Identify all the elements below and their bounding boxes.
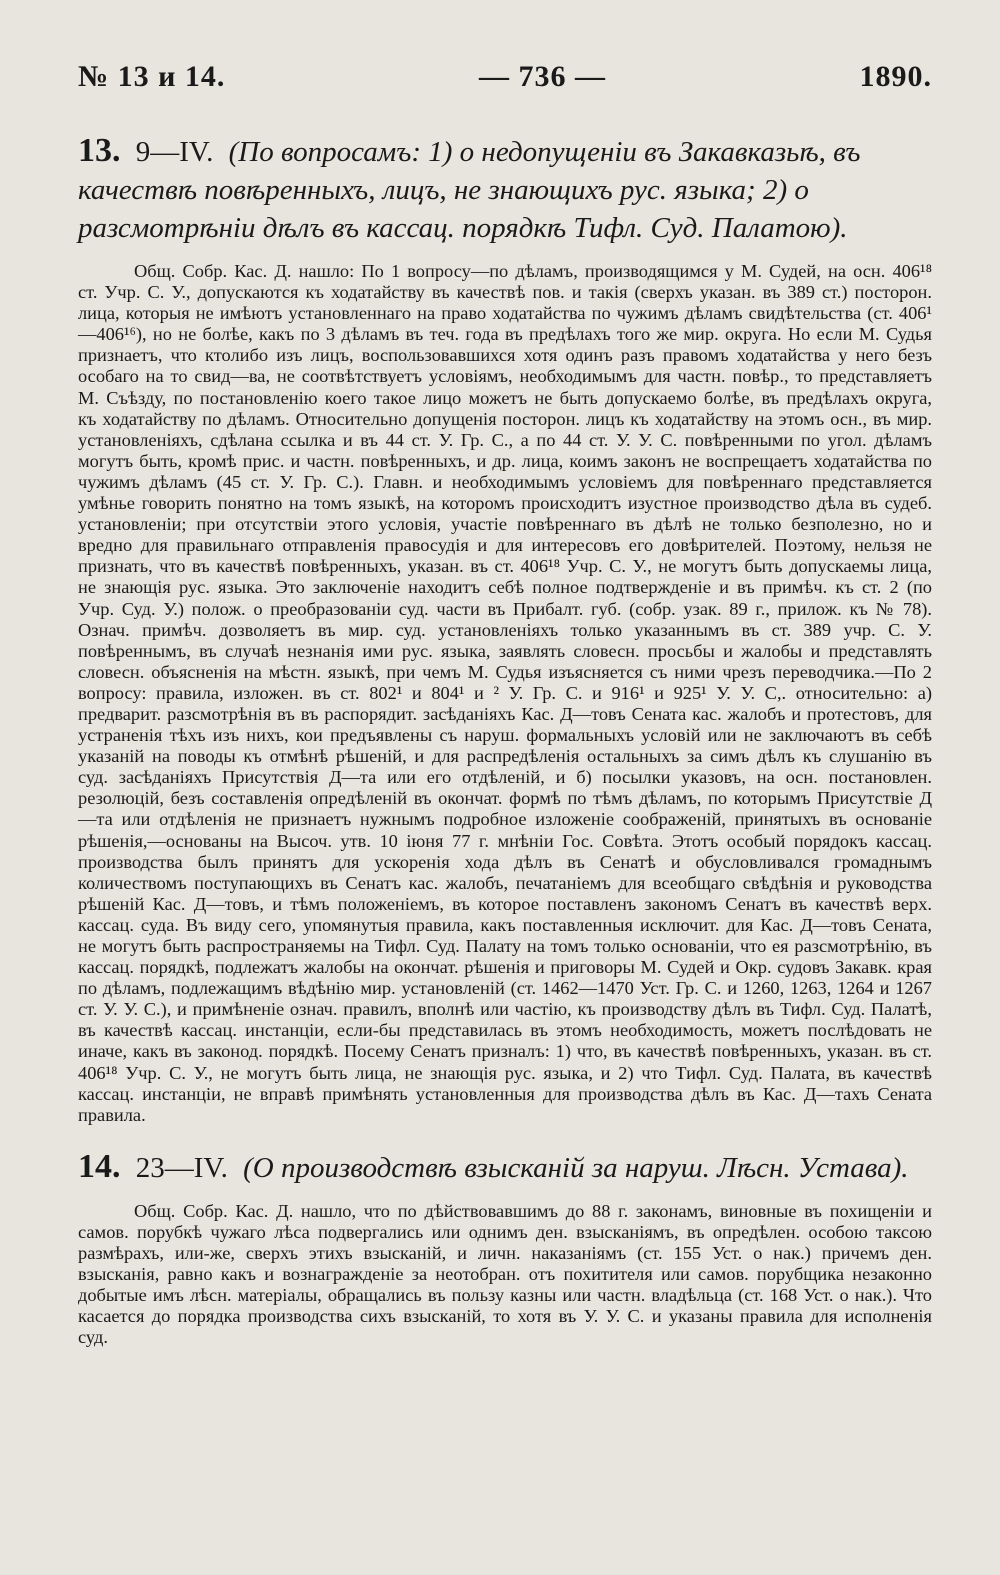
entry-date: 23—IV. — [135, 1151, 228, 1184]
entry-body: Общ. Собр. Кас. Д. нашло, что по дѣйствовавшимъ до 88 г. законамъ, виновные въ похищеніи и самов. порубкѣ чужаго лѣса подвергались или однимъ ден. взысканіямъ, въ опредѣлен. особою таксою размѣрахъ, или-же, сверхъ этихъ взысканій, и личн. наказаніямъ (ст. 155 Уст. о нак.) причемъ ден. взысканія, равно какъ и вознагражденіе за неотобран. отъ похитителя или самов. порубщика незаконно добытые имъ лѣсн. матеріалы, обращались въ пользу казны или частн. владѣльца (ст. 168 Уст. о нак.). Что касается до порядка производства сихъ взысканій, то хотя въ У. У. С. и указаны правила для исполненія суд. — [78, 1200, 932, 1348]
header-year: 1890. — [859, 60, 932, 93]
entry-title — [78, 1148, 932, 1187]
entry-subject: (По вопросамъ: 1) о недопущеніи въ Закавказьѣ, въ качествѣ повѣренныхъ, лицъ, не знающихъ рус. языка; 2) о разсмотрѣніи дѣлъ въ кассац. порядкѣ Тифл. Суд. Палатою). — [78, 136, 861, 244]
entry-14 — [78, 1148, 932, 1349]
header-page-number: — 736 — — [478, 60, 606, 93]
entry-13 — [78, 132, 932, 1126]
entry-number: 14. — [78, 1147, 121, 1185]
entry-number: 13. — [78, 132, 121, 169]
entry-body: Общ. Собр. Кас. Д. нашло: По 1 вопросу—по дѣламъ, производящимся у М. Судей, на осн. 406¹⁸ ст. Учр. С. У., допускаются къ ходатайству въ качествѣ пов. и такія (сверхъ указан. въ 389 ст.) посторон. лица, которыя не имѣютъ установленнаго на право ходатайства по чужимъ дѣламъ свидѣтельства (ст. 406¹—406¹⁶), но не болѣе, какъ по 3 дѣламъ въ теч. года въ предѣлахъ того же мир. округа. Но если М. Судья признаетъ, что ктолибо изъ лицъ, воспользовавшихся хотя одинъ разъ правомъ ходатайства у него безъ особаго на то свид—ва, не соотвѣтствуетъ условіямъ, необходимымъ для частн. повѣр., то представляетъ М. Съѣзду, по постановленію коего такое лицо можетъ не быть допускаемо болѣе, въ предѣлахъ округа, къ ходатайству по дѣламъ. Относительно допущенія посторон. лицъ къ ходатайству на этомъ осн., въ мир. установленіяхъ, сдѣлана ссылка и въ 44 ст. У. Гр. С., а по 44 ст. У. У. С. повѣренными по угол. дѣламъ могутъ быть, кромѣ прис. и частн. повѣренныхъ, и др. лица, коимъ законъ не воспрещаетъ ходатайства по чужимъ дѣламъ (45 ст. У. Гр. С.). Главн. и необходимымъ условіемъ для повѣреннаго представляется умѣнье говорить понятно на томъ языкѣ, на которомъ происходитъ изустное производство дѣла въ судеб. установленіи; при отсутствіи этого условія, участіе повѣреннаго въ дѣлѣ не только безполезно, но и вредно для правильнаго отправленія правосудія и для интересовъ его довѣрителей. Поэтому, нельзя не признать, что въ качествѣ повѣренныхъ, указан. въ ст. 406¹⁸ Учр. С. У., не могутъ быть допускаемы лица, не знающія рус. языка. Это заключеніе находитъ себѣ полное подтвержденіе и въ примѣч. къ ст. 2 (по Учр. Суд. У.) полож. о преобразованіи суд. части въ Прибалт. губ. (собр. узак. 89 г., прилож. къ № 78). Означ. примѣч. дозволяетъ въ мир. суд. установленіяхъ только указаннымъ въ ст. 389 учр. С. У. повѣреннымъ, въ случаѣ незнанія ими рус. языка, заявлять словесн. просьбы и жалобы и представлять словесн. объясненія на мѣстн. языкѣ, при чемъ М. Судья изъясняется съ ними чрезъ переводчика.—По 2 вопросу: правила, изложен. въ ст. 802¹ и 804¹ и ² У. Гр. С. и 916¹ и 925¹ У. У. С,. относительно: а) предварит. разсмотрѣнія въ въ распорядит. засѣданіяхъ Кас. Д—товъ Сената кас. жалобъ и протестовъ, для устраненія тѣхъ изъ нихъ, кои предъявлены съ наруш. формальныхъ условій или не заключаютъ въ себѣ указаній на поводы къ отмѣнѣ рѣшеній, и для распредѣленія остальныхъ за симъ дѣлъ къ слушанію въ суд. засѣданіяхъ Присутствія Д—та или его отдѣленій, и б) посылки указовъ, на осн. постановлен. резолюцій, безъ составленія опредѣленій въ окончат. формѣ по тѣмъ дѣламъ, по которымъ Присутствіе Д—та или отдѣленія не признаетъ нужнымъ подробное изложеніе соображеній, принятыхъ въ основаніе рѣшенія,—основаны на Высоч. утв. 10 іюня 77 г. мнѣніи Гос. Совѣта. Этотъ особый порядокъ кассац. производства былъ принятъ для ускоренія хода дѣлъ въ Сенатѣ и обусловливался громаднымъ количествомъ поступающихъ въ Сенатъ кас. жалобъ, печатаніемъ для всеобщаго свѣдѣнія и руководства рѣшеній Кас. Д—товъ, и тѣмъ положеніемъ, въ которое поставленъ закономъ Сенатъ въ качествѣ верх. кассац. суда. Въ виду сего, упомянутыя правила, какъ поставленныя исключит. для Кас. Д—товъ Сената, не могутъ быть распространяемы на Тифл. Суд. Палату на томъ только основаніи, что ея разсмотрѣнію, въ кассац. порядкѣ, подлежатъ жалобы на окончат. рѣшенія и приговоры М. Судей и Окр. судовъ Закавк. края по дѣламъ, подлежащимъ вѣдѣнію мир. установленій (ст. 1462—1470 Уст. Гр. С. и 1260, 1263, 1264 и 1267 ст. У. У. С.), и примѣненіе означ. правилъ, вполнѣ или частію, къ производству дѣлъ въ Тифл. Суд. Палатѣ, въ качествѣ кассац. инстанціи, если-бы представилась въ этомъ необходимость, можетъ послѣдовать не иначе, какъ въ законод. порядкѣ. Посему Сенатъ призналъ: 1) что, въ качествѣ повѣренныхъ, указан. въ ст. 406¹⁸ Учр. С. У., не могутъ быть лица, не знающія рус. языка, и 2) что Тифл. Суд. Палата, въ качествѣ кассац. инстанціи, не вправѣ примѣнять установленныя для производства дѣлъ въ Кас. Д—тахъ Сената правила. — [78, 261, 932, 1125]
entry-title — [78, 132, 932, 247]
header-issue-numbers: № 13 и 14. — [78, 60, 226, 93]
entry-subject: (О производствѣ взысканій за наруш. Лѣсн. Устава). — [243, 1151, 909, 1184]
page-header — [78, 60, 932, 94]
entry-date: 9—IV. — [135, 136, 214, 168]
